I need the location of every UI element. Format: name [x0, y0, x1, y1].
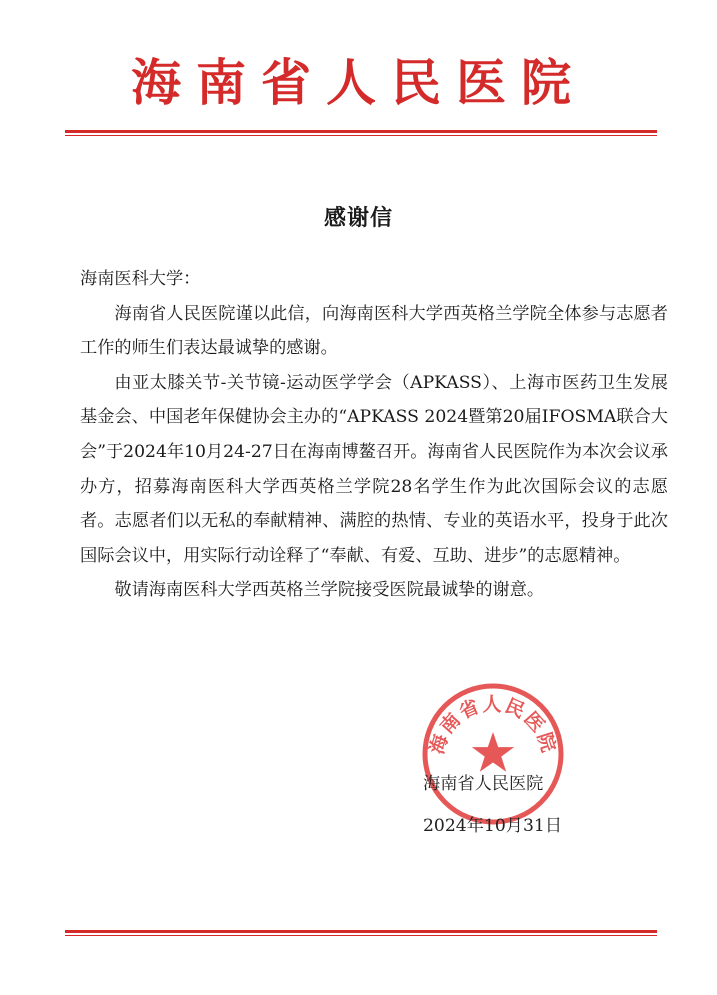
paragraph: 敬请海南医科大学西英格兰学院接受医院最诚挚的谢意。 — [114, 580, 545, 601]
letterhead-rule-top — [65, 130, 657, 133]
letter-body — [80, 262, 668, 608]
seal-star-icon — [472, 732, 514, 772]
letter-title: 感谢信 — [323, 205, 393, 231]
signature-date: 2024年10月31日 — [423, 816, 563, 836]
signature: 海南省人民医院 — [423, 774, 544, 794]
salutation: 海南医科大学： — [80, 269, 201, 289]
letterhead-rule-bottom — [65, 135, 657, 136]
letterhead-title: 海南省人民医院 — [131, 53, 586, 112]
paragraph: 由亚太膝关节-关节镜-运动医学学会（APKASS）、上海市医药卫生发展基金会、中国老年保健协会主办的“APKASS 2024暨第20届IFOSMA联合大会”于2024年10月24-27日在海南博鳌召开。海南省人民医院作为本次会议承办方，招募海南医科大学西英格兰学院28名学生作为此次国际会议的志愿者。志愿者们以无私的奉献精神、满腔的热情、专业的英语水平，投身于此次国际会议中，用实际行动诠释了“奉献、有爱、互助、进步”的志愿精神。 — [80, 372, 669, 566]
official-seal — [419, 680, 567, 828]
seal-text: 海南省人民医院 — [425, 693, 561, 757]
footer-rule-top — [65, 930, 657, 933]
paragraph: 海南省人民医院谨以此信，向海南医科大学西英格兰学院全体参与志愿者工作的师生们表达最诚挚的感谢。 — [80, 303, 668, 359]
footer-rule-bottom — [65, 935, 657, 936]
